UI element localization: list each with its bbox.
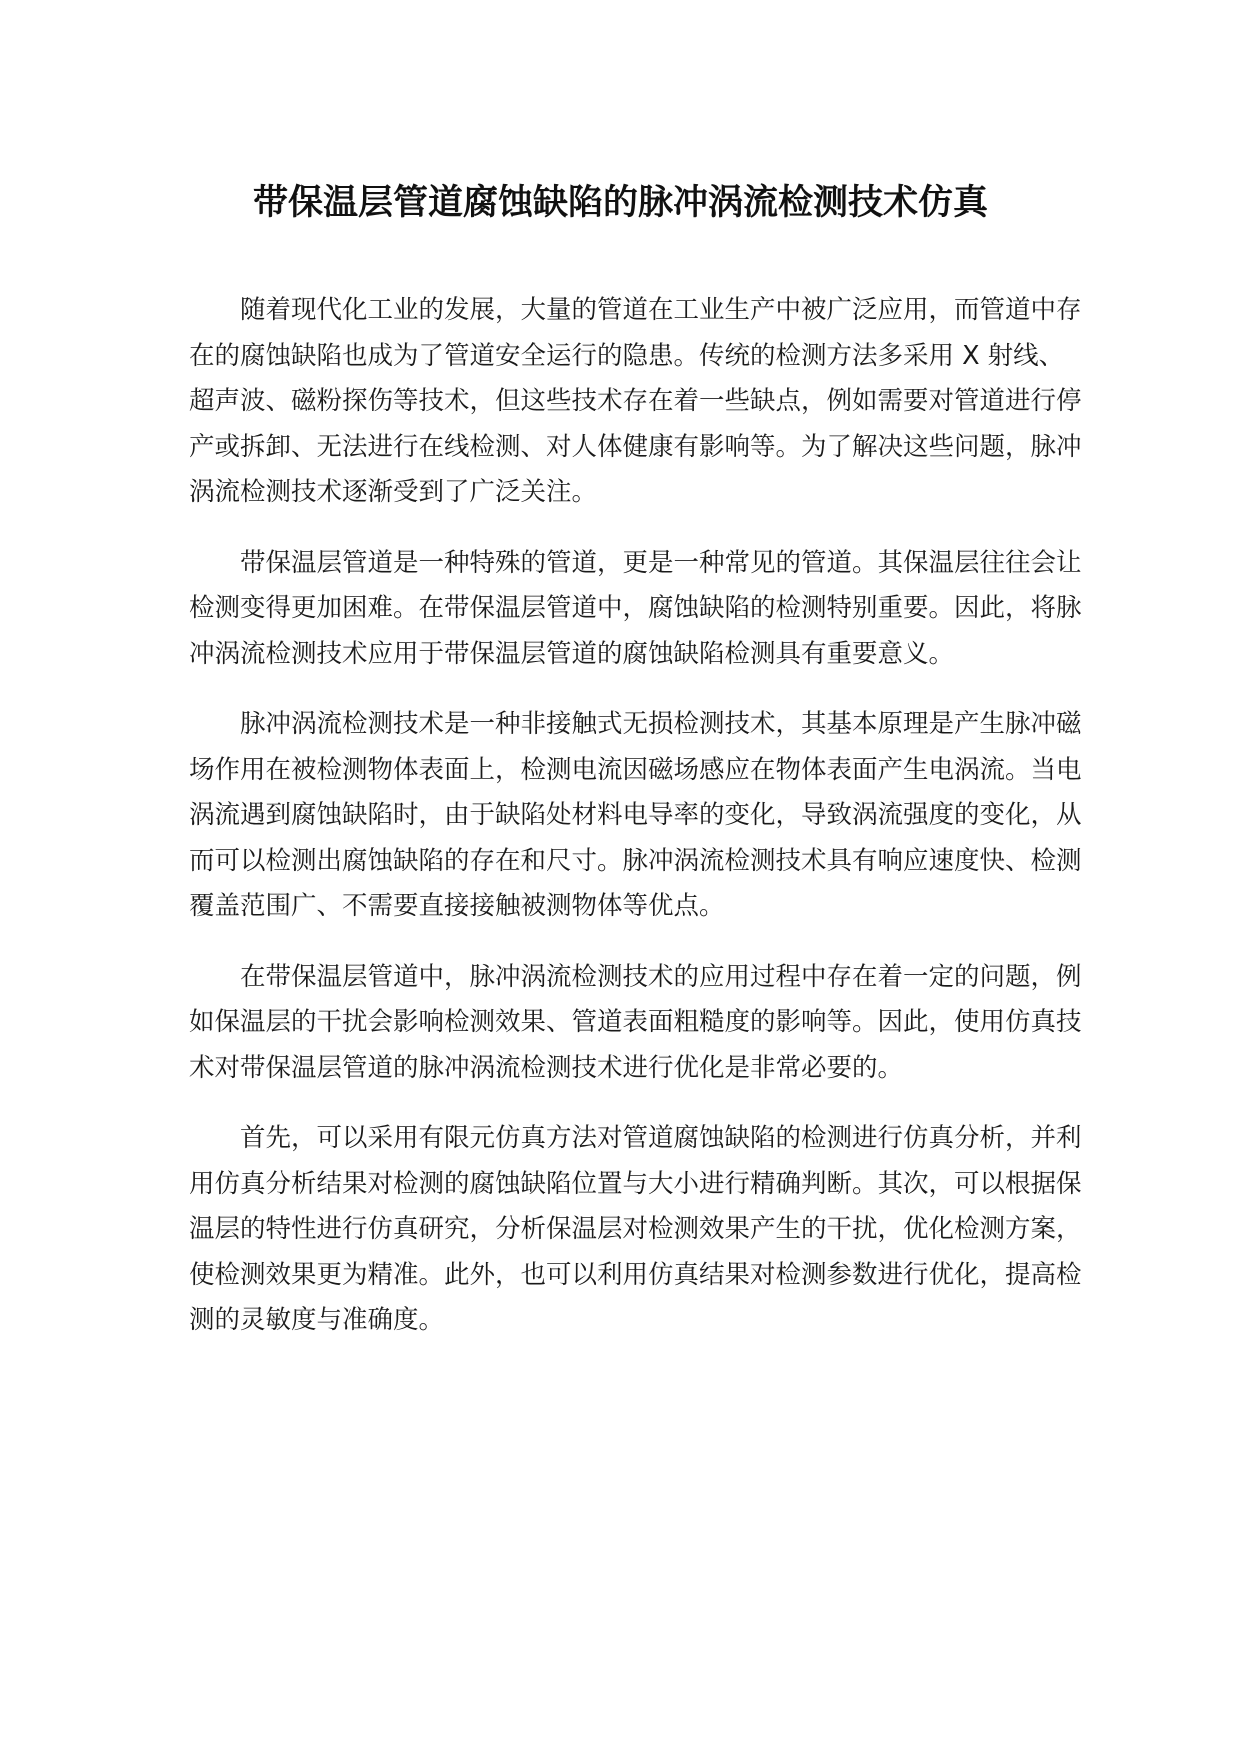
- paragraph-1: 随着现代化工业的发展，大量的管道在工业生产中被广泛应用，而管道中存在的腐蚀缺陷也成为了管道安全运行的隐患。传统的检测方法多采用 X 射线、超声波、磁粉探伤等技术，但这些技术存在着一些缺点，例如需要对管道进行停产或拆卸、无法进行在线检测、对人体健康有影响等。为了解决这些问题，脉冲涡流检测技术逐渐受到了广泛关注。: [189, 295, 1082, 507]
- paragraph-4: 在带保温层管道中，脉冲涡流检测技术的应用过程中存在着一定的问题，例如保温层的干扰会影响检测效果、管道表面粗糙度的影响等。因此，使用仿真技术对带保温层管道的脉冲涡流检测技术进行优化是非常必要的。: [189, 961, 1082, 1083]
- paragraph-3: 脉冲涡流检测技术是一种非接触式无损检测技术，其基本原理是产生脉冲磁场作用在被检测物体表面上，检测电流因磁场感应在物体表面产生电涡流。当电涡流遇到腐蚀缺陷时，由于缺陷处材料电导率的变化，导致涡流强度的变化，从而可以检测出腐蚀缺陷的存在和尺寸。脉冲涡流检测技术具有响应速度快、检测覆盖范围广、不需要直接接触被测物体等优点。: [189, 709, 1082, 921]
- paragraph-2: 带保温层管道是一种特殊的管道，更是一种常见的管道。其保温层往往会让检测变得更加困难。在带保温层管道中，腐蚀缺陷的检测特别重要。因此，将脉冲涡流检测技术应用于带保温层管道的腐蚀缺陷检测具有重要意义。: [189, 547, 1082, 669]
- document-title: 带保温层管道腐蚀缺陷的脉冲涡流检测技术仿真: [252, 183, 988, 223]
- document-body: [189, 288, 1089, 1369]
- paragraph-5: 首先，可以采用有限元仿真方法对管道腐蚀缺陷的检测进行仿真分析，并利用仿真分析结果对检测的腐蚀缺陷位置与大小进行精确判断。其次，可以根据保温层的特性进行仿真研究，分析保温层对检测效果产生的干扰，优化检测方案，使检测效果更为精准。此外，也可以利用仿真结果对检测参数进行优化，提高检测的灵敏度与准确度。: [189, 1123, 1082, 1335]
